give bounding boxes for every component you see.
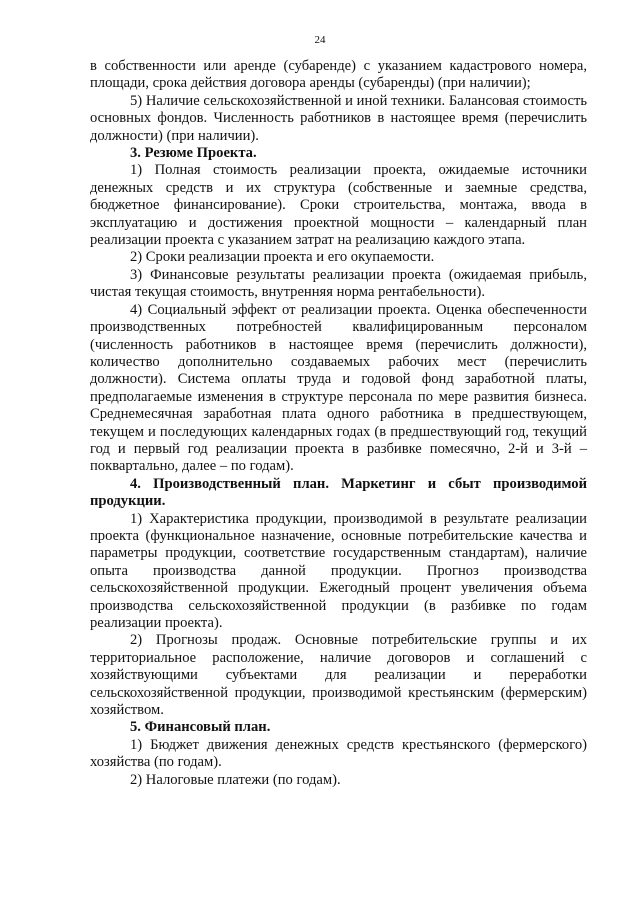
paragraph-equipment: 5) Наличие сельскохозяйственной и иной техники. Балансовая стоимость основных фондов. Численность работников в настоящее время (перечислить должности) (при наличии).	[90, 92, 587, 144]
paragraph-product-characteristics: 1) Характеристика продукции, производимой в результате реализации проекта (функциональное назначение, основные потребительские качества и параметры продукции, соответствие государственным стандартам), наличие опыта производства данной продукции. Прогноз производства сельскохозяйственной продукции. Ежегодный процент увеличения объема производства сельскохозяйственной продукции (в разбивке по годам реализации проекта).	[90, 510, 587, 631]
section-heading-production-plan: 4. Производственный план. Маркетинг и сбыт производимой продукции.	[90, 475, 587, 510]
paragraph-land-ownership: в собственности или аренде (субаренде) с указанием кадастрового номера, площади, срока действия договора аренды (субаренды) (при наличии);	[90, 58, 587, 92]
paragraph-tax-payments: 2) Налоговые платежи (по годам).	[130, 771, 341, 788]
page-number: 24	[314, 34, 326, 46]
document-body	[90, 58, 587, 789]
paragraph-project-cost: 1) Полная стоимость реализации проекта, ожидаемые источники денежных средств и их структура (собственные и заемные средства, бюджетное финансирование). Сроки строительства, монтажа, ввода в эксплуатацию и достижения проектной мощности – календарный план реализации проекта с указанием затрат на реализацию каждого этапа.	[90, 162, 587, 249]
paragraph-sales-forecast: 2) Прогнозы продаж. Основные потребительские группы и их территориальное расположение, наличие договоров и соглашений с хозяйствующими субъектами для реализации и переработки сельскохозяйственной продукции, производимой крестьянским (фермерским) хозяйством.	[90, 632, 587, 719]
section-heading-project-summary: 3. Резюме Проекта.	[130, 145, 257, 162]
section-heading-financial-plan: 5. Финансовый план.	[130, 719, 271, 736]
paragraph-project-timeline: 2) Сроки реализации проекта и его окупаемости.	[130, 249, 435, 266]
paragraph-social-effect: 4) Социальный эффект от реализации проекта. Оценка обеспеченности производственных потребностей квалифицированным персоналом (численность работников в настоящее время (перечислить должности), количество дополнительно создаваемых рабочих мест (перечислить должности). Система оплаты труда и годовой фонд заработной платы, предполагаемые изменения в структуре персонала по мере развития бизнеса. Среднемесячная заработная плата одного работника в предшествующем, текущем и последующих календарных годах (в предшествующий год, текущий год и первый год реализации проекта в разбивке помесячно, 2-й и 3-й – поквартально, далее – по годам).	[90, 301, 587, 475]
paragraph-financial-results: 3) Финансовые результаты реализации проекта (ожидаемая прибыль, чистая текущая стоимость, внутренняя норма рентабельности).	[90, 266, 587, 301]
paragraph-cash-flow: 1) Бюджет движения денежных средств крестьянского (фермерского) хозяйства (по годам).	[90, 736, 587, 771]
